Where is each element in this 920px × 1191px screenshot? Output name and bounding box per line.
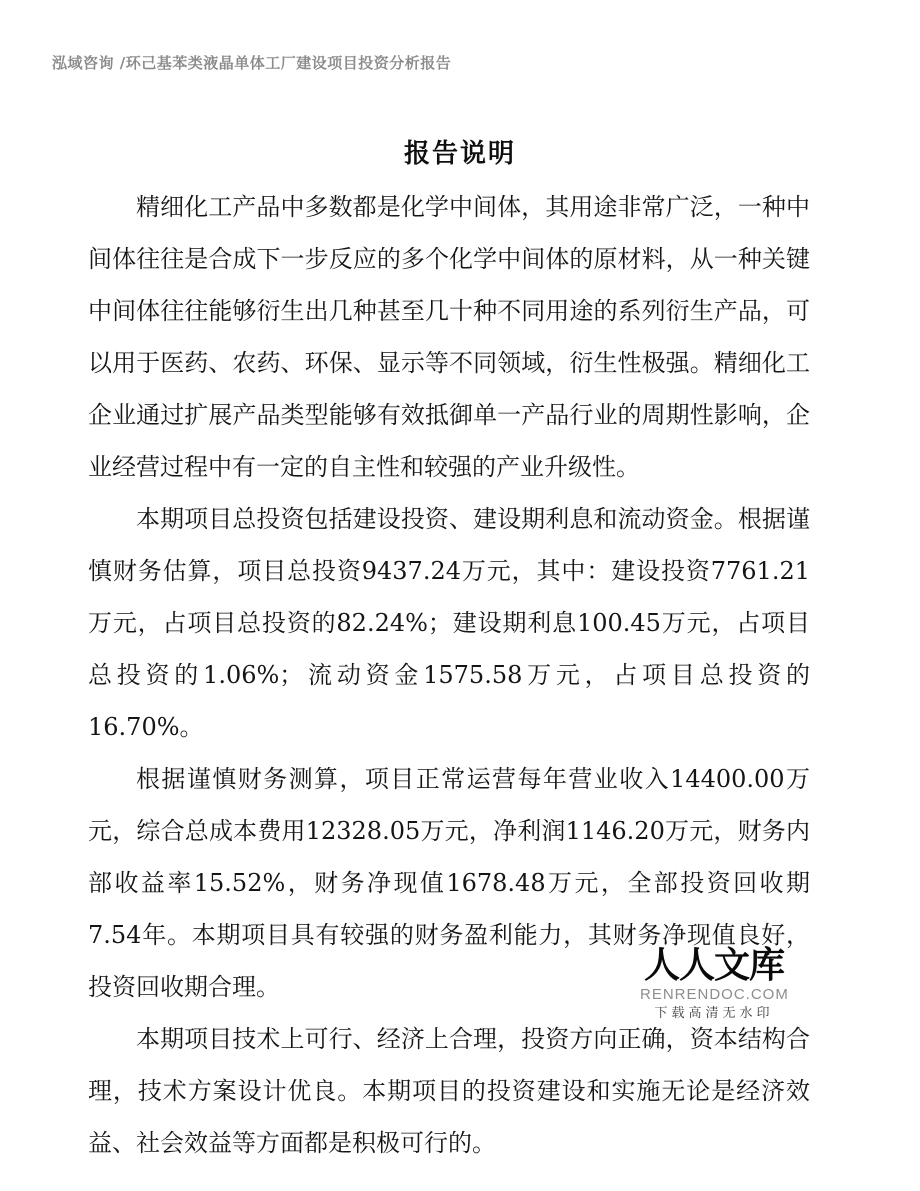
paragraph-intro: 精细化工产品中多数都是化学中间体，其用途非常广泛，一种中间体往往是合成下一步反应的多个化学中间体的原材料，从一种关键中间体往往能够衍生出几种甚至几十种不同用途的系列衍生产品，可以用于医药、农药、环保、显示等不同领域，衍生性极强。精细化工企业通过扩展产品类型能够有效抵御单一产品行业的周期性影响，企业经营过程中有一定的自主性和较强的产业升级性。	[88, 193, 810, 481]
document-header: 泓域咨询 /环己基苯类液晶单体工厂建设项目投资分析报告	[52, 54, 452, 72]
watermark-domain-text: RENRENDOC.COM	[640, 985, 789, 1003]
paragraph-financial-forecast: 根据谨慎财务测算，项目正常运营每年营业收入14400.00万元，综合总成本费用12328.05万元，净利润1146.20万元，财务内部收益率15.52%，财务净现值1678.48万元，全部投资回收期7.54年。本期项目具有较强的财务盈利能力，其财务净现值良好，投资回收期合理。	[88, 765, 810, 1001]
paragraph-conclusion: 本期项目技术上可行、经济上合理，投资方向正确，资本结构合理，技术方案设计优良。本期项目的投资建设和实施无论是经济效益、社会效益等方面都是积极可行的。	[88, 1025, 810, 1157]
page-title: 报告说明	[403, 139, 516, 169]
watermark-brand-text: 人人文库	[643, 944, 784, 986]
watermark-tagline-text: 下载高清无水印	[654, 1004, 774, 1020]
paragraph-total-investment: 本期项目总投资包括建设投资、建设期利息和流动资金。根据谨慎财务估算，项目总投资9437.24万元，其中：建设投资7761.21万元，占项目总投资的82.24%；建设期利息100.45万元，占项目总投资的1.06%；流动资金1575.58万元，占项目总投资的16.70%。	[88, 505, 810, 741]
document-body	[88, 181, 810, 1169]
